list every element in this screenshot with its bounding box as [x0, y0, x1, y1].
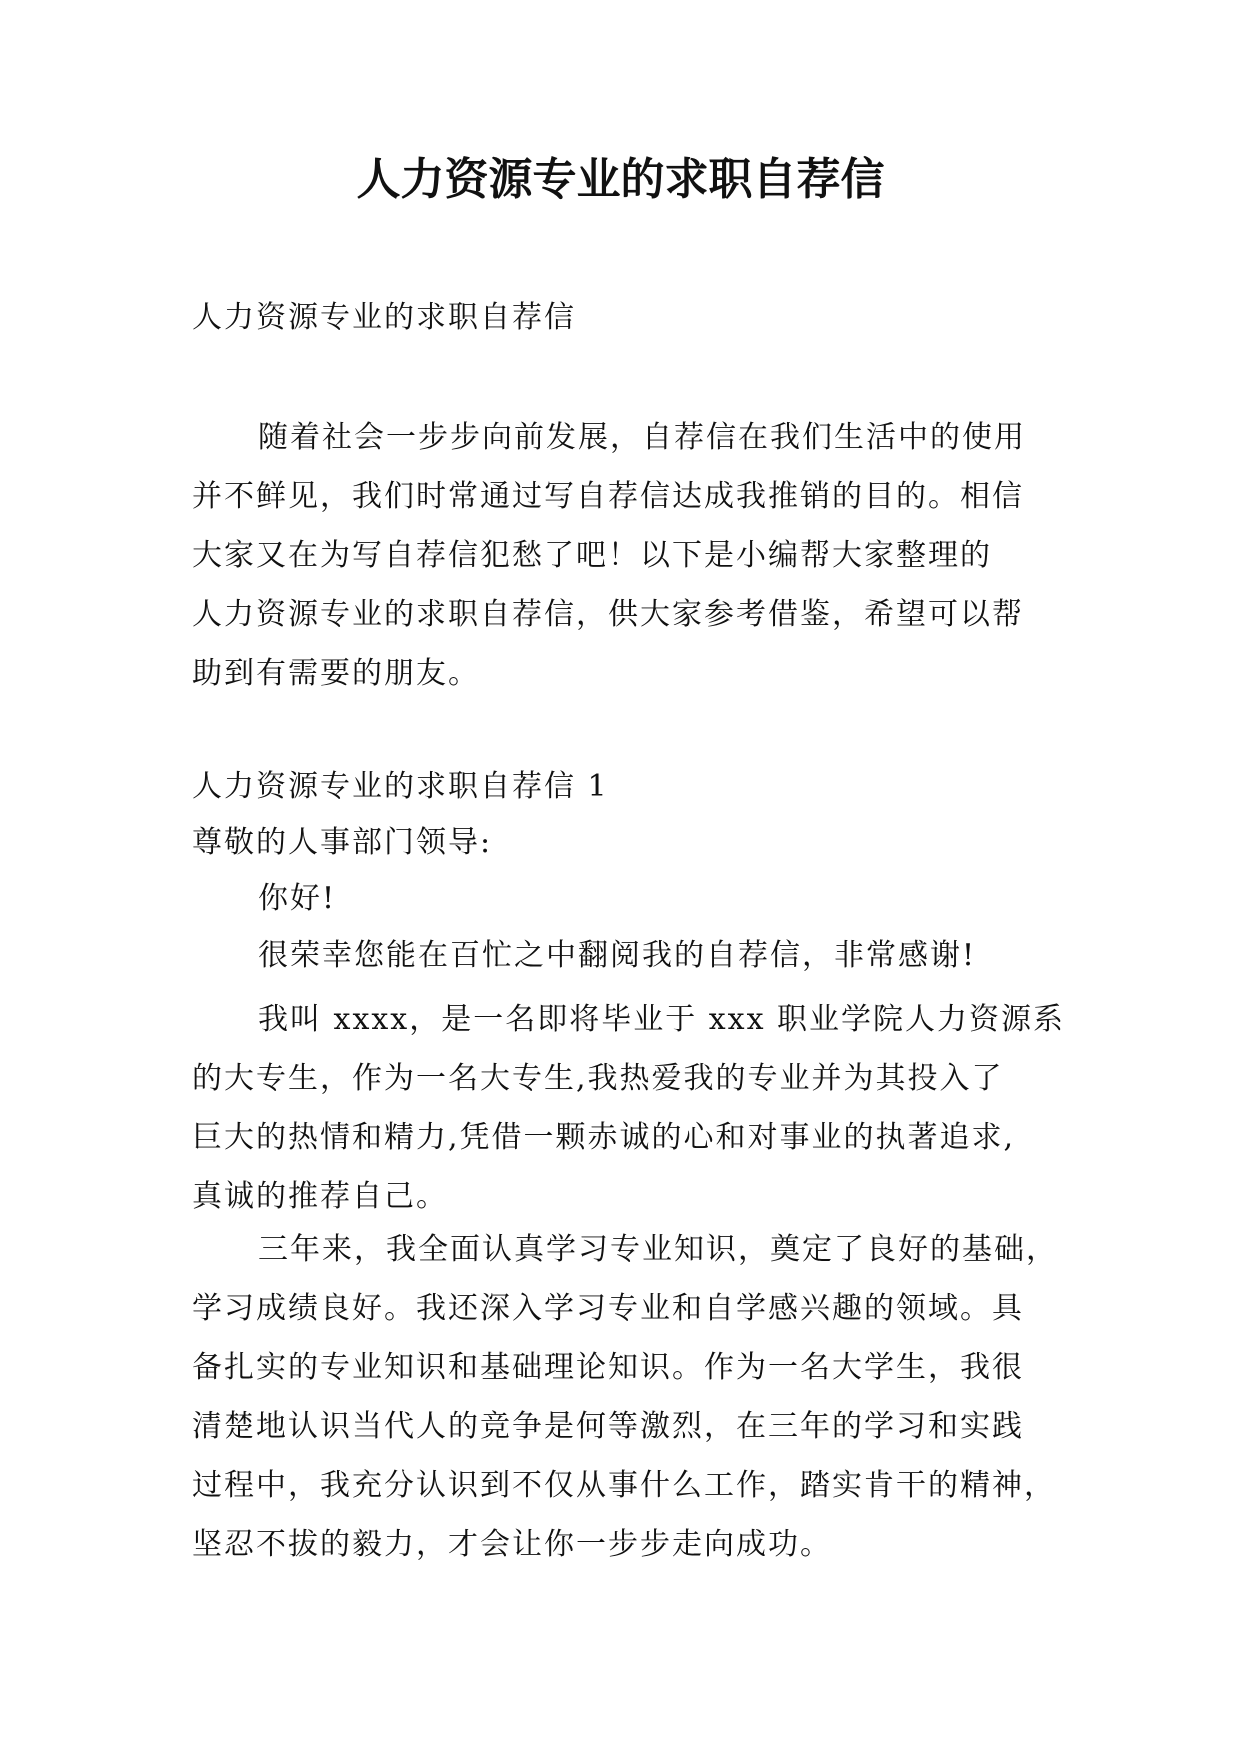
paragraph-line: 备扎实的专业知识和基础理论知识。作为一名大学生，我很 [192, 1350, 1024, 1385]
greeting: 你好! [258, 881, 337, 916]
intro-line: 大家又在为写自荐信犯愁了吧！以下是小编帮大家整理的 [192, 538, 992, 573]
paragraph-line: 三年来，我全面认真学习专业知识，奠定了良好的基础， [258, 1232, 1058, 1267]
letter-title: 人力资源专业的求职自荐信 1 [192, 769, 609, 804]
paragraph-line: 真诚的推荐自己。 [192, 1179, 448, 1214]
intro-line: 随着社会一步步向前发展，自荐信在我们生活中的使用 [258, 420, 1026, 455]
paragraph-line: 的大专生，作为一名大专生,我热爱我的专业并为其投入了 [192, 1061, 1004, 1096]
salutation: 尊敬的人事部门领导: [192, 825, 493, 860]
intro-paragraph [192, 408, 1054, 703]
paragraph-line: 巨大的热情和精力,凭借一颗赤诚的心和对事业的执著追求, [192, 1120, 1016, 1155]
intro-line: 助到有需要的朋友。 [192, 656, 480, 691]
body-paragraph-2 [192, 1220, 1058, 1574]
thanks-line: 很荣幸您能在百忙之中翻阅我的自荐信，非常感谢! [258, 938, 977, 973]
intro-line: 并不鲜见，我们时常通过写自荐信达成我推销的目的。相信 [192, 479, 1024, 514]
body-paragraph-1 [192, 990, 1066, 1226]
document-subtitle: 人力资源专业的求职自荐信 [192, 300, 576, 335]
paragraph-line: 我叫 xxxx，是一名即将毕业于 xxx 职业学院人力资源系 [258, 1002, 1066, 1037]
paragraph-line: 清楚地认识当代人的竞争是何等激烈，在三年的学习和实践 [192, 1409, 1024, 1444]
document-title: 人力资源专业的求职自荐信 [356, 154, 885, 205]
intro-line: 人力资源专业的求职自荐信，供大家参考借鉴，希望可以帮 [192, 597, 1024, 632]
paragraph-line: 学习成绩良好。我还深入学习专业和自学感兴趣的领域。具 [192, 1291, 1024, 1326]
paragraph-line: 坚忍不拔的毅力，才会让你一步步走向成功。 [192, 1527, 832, 1562]
paragraph-line: 过程中，我充分认识到不仅从事什么工作，踏实肯干的精神， [192, 1468, 1056, 1503]
